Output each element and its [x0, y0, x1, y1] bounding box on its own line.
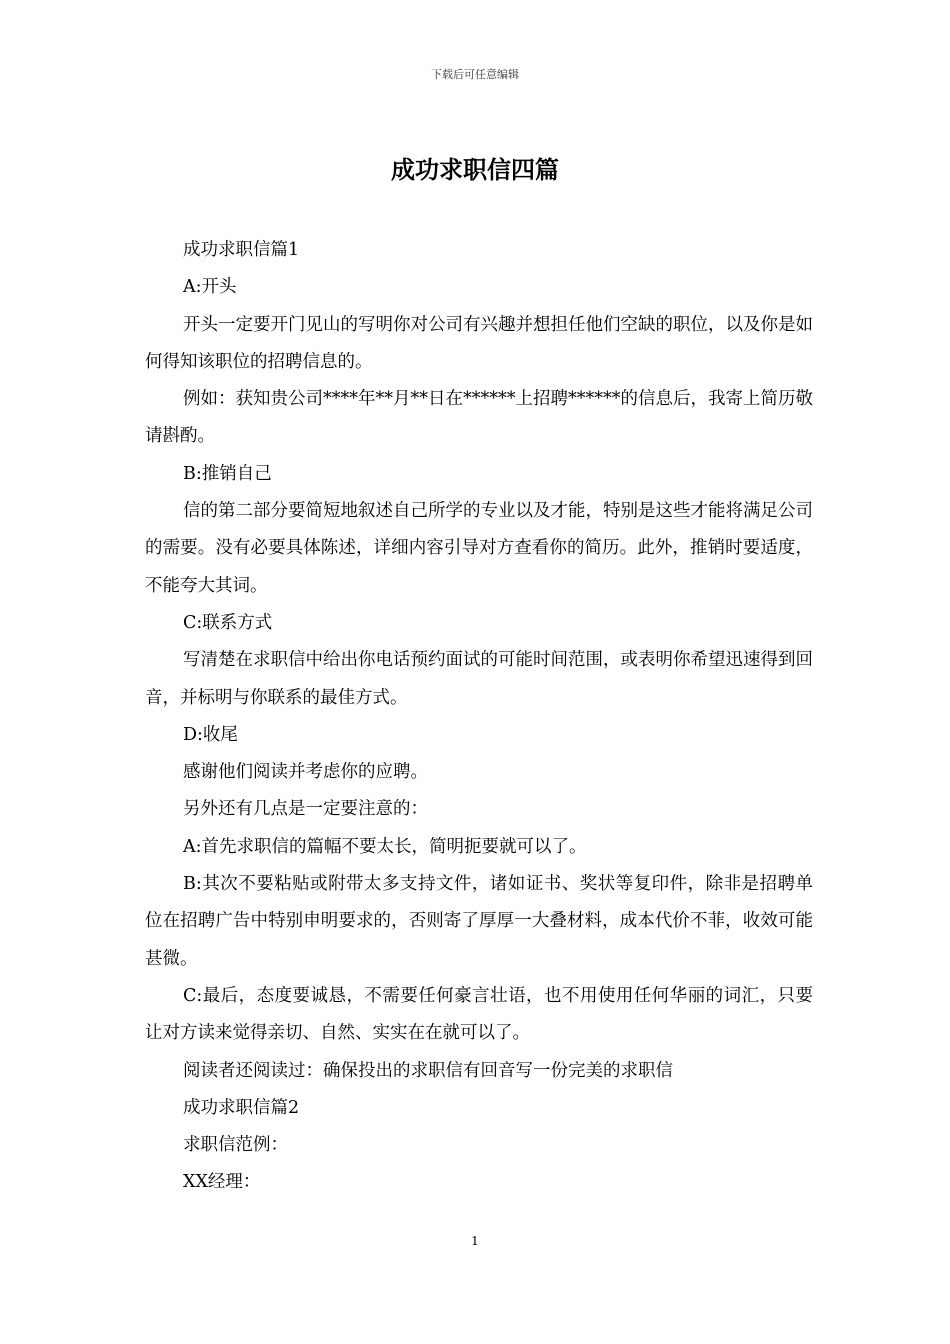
paragraph-sample-label: 求职信范例：	[183, 1135, 288, 1156]
document-body	[145, 232, 813, 1202]
subheading-self-promotion: B:推销自己	[183, 463, 272, 484]
paragraph-opening: 开头一定要开门见山的写明你对公司有兴趣并想担任他们空缺的职位，以及你是如何得知该职位的招聘信息的。	[145, 314, 813, 372]
header-note: 下载后可任意编辑	[431, 68, 519, 81]
subheading-closing: D:收尾	[183, 724, 238, 745]
paragraph-note-c: C:最后，态度要诚恳，不需要任何豪言壮语，也不用使用任何华丽的词汇，只要让对方读来觉得亲切、自然、实实在在就可以了。	[145, 985, 813, 1044]
paragraph-salutation: XX经理：	[183, 1172, 261, 1193]
subheading-contact: C:联系方式	[183, 612, 273, 633]
paragraph-self-promotion: 信的第二部分要简短地叙述自己所学的专业以及才能，特别是这些才能将满足公司的需要。没有必要具体陈述，详细内容引导对方查看你的简历。此外，推销时要适度，不能夸大其词。	[145, 501, 813, 596]
page-title: 成功求职信四篇	[391, 155, 559, 184]
paragraph-closing: 感谢他们阅读并考虑你的应聘。	[183, 762, 428, 783]
section-heading-2: 成功求职信篇2	[183, 1097, 300, 1118]
paragraph-note-b: B:其次不要粘贴或附带太多支持文件，诸如证书、奖状等复印件，除非是招聘单位在招聘广告中特别申明要求的，否则寄了厚厚一大叠材料，成本代价不菲，收效可能甚微。	[145, 874, 813, 969]
page-number: 1	[471, 1234, 479, 1248]
section-heading-1: 成功求职信篇1	[183, 240, 300, 260]
paragraph-note-a: A:首先求职信的篇幅不要太长，简明扼要就可以了。	[183, 836, 587, 857]
paragraph-contact: 写清楚在求职信中给出你电话预约面试的可能时间范围，或表明你希望迅速得到回音，并标明与你联系的最佳方式。	[145, 650, 813, 708]
subheading-opening: A:开头	[183, 277, 237, 298]
paragraph-notes-intro: 另外还有几点是一定要注意的：	[183, 799, 428, 820]
paragraph-example: 例如：获知贵公司****年**月**日在******上招聘******的信息后，我寄上简历敬请斟酌。	[145, 389, 813, 447]
paragraph-related-reading: 阅读者还阅读过：确保投出的求职信有回音写一份完美的求职信	[183, 1060, 673, 1081]
